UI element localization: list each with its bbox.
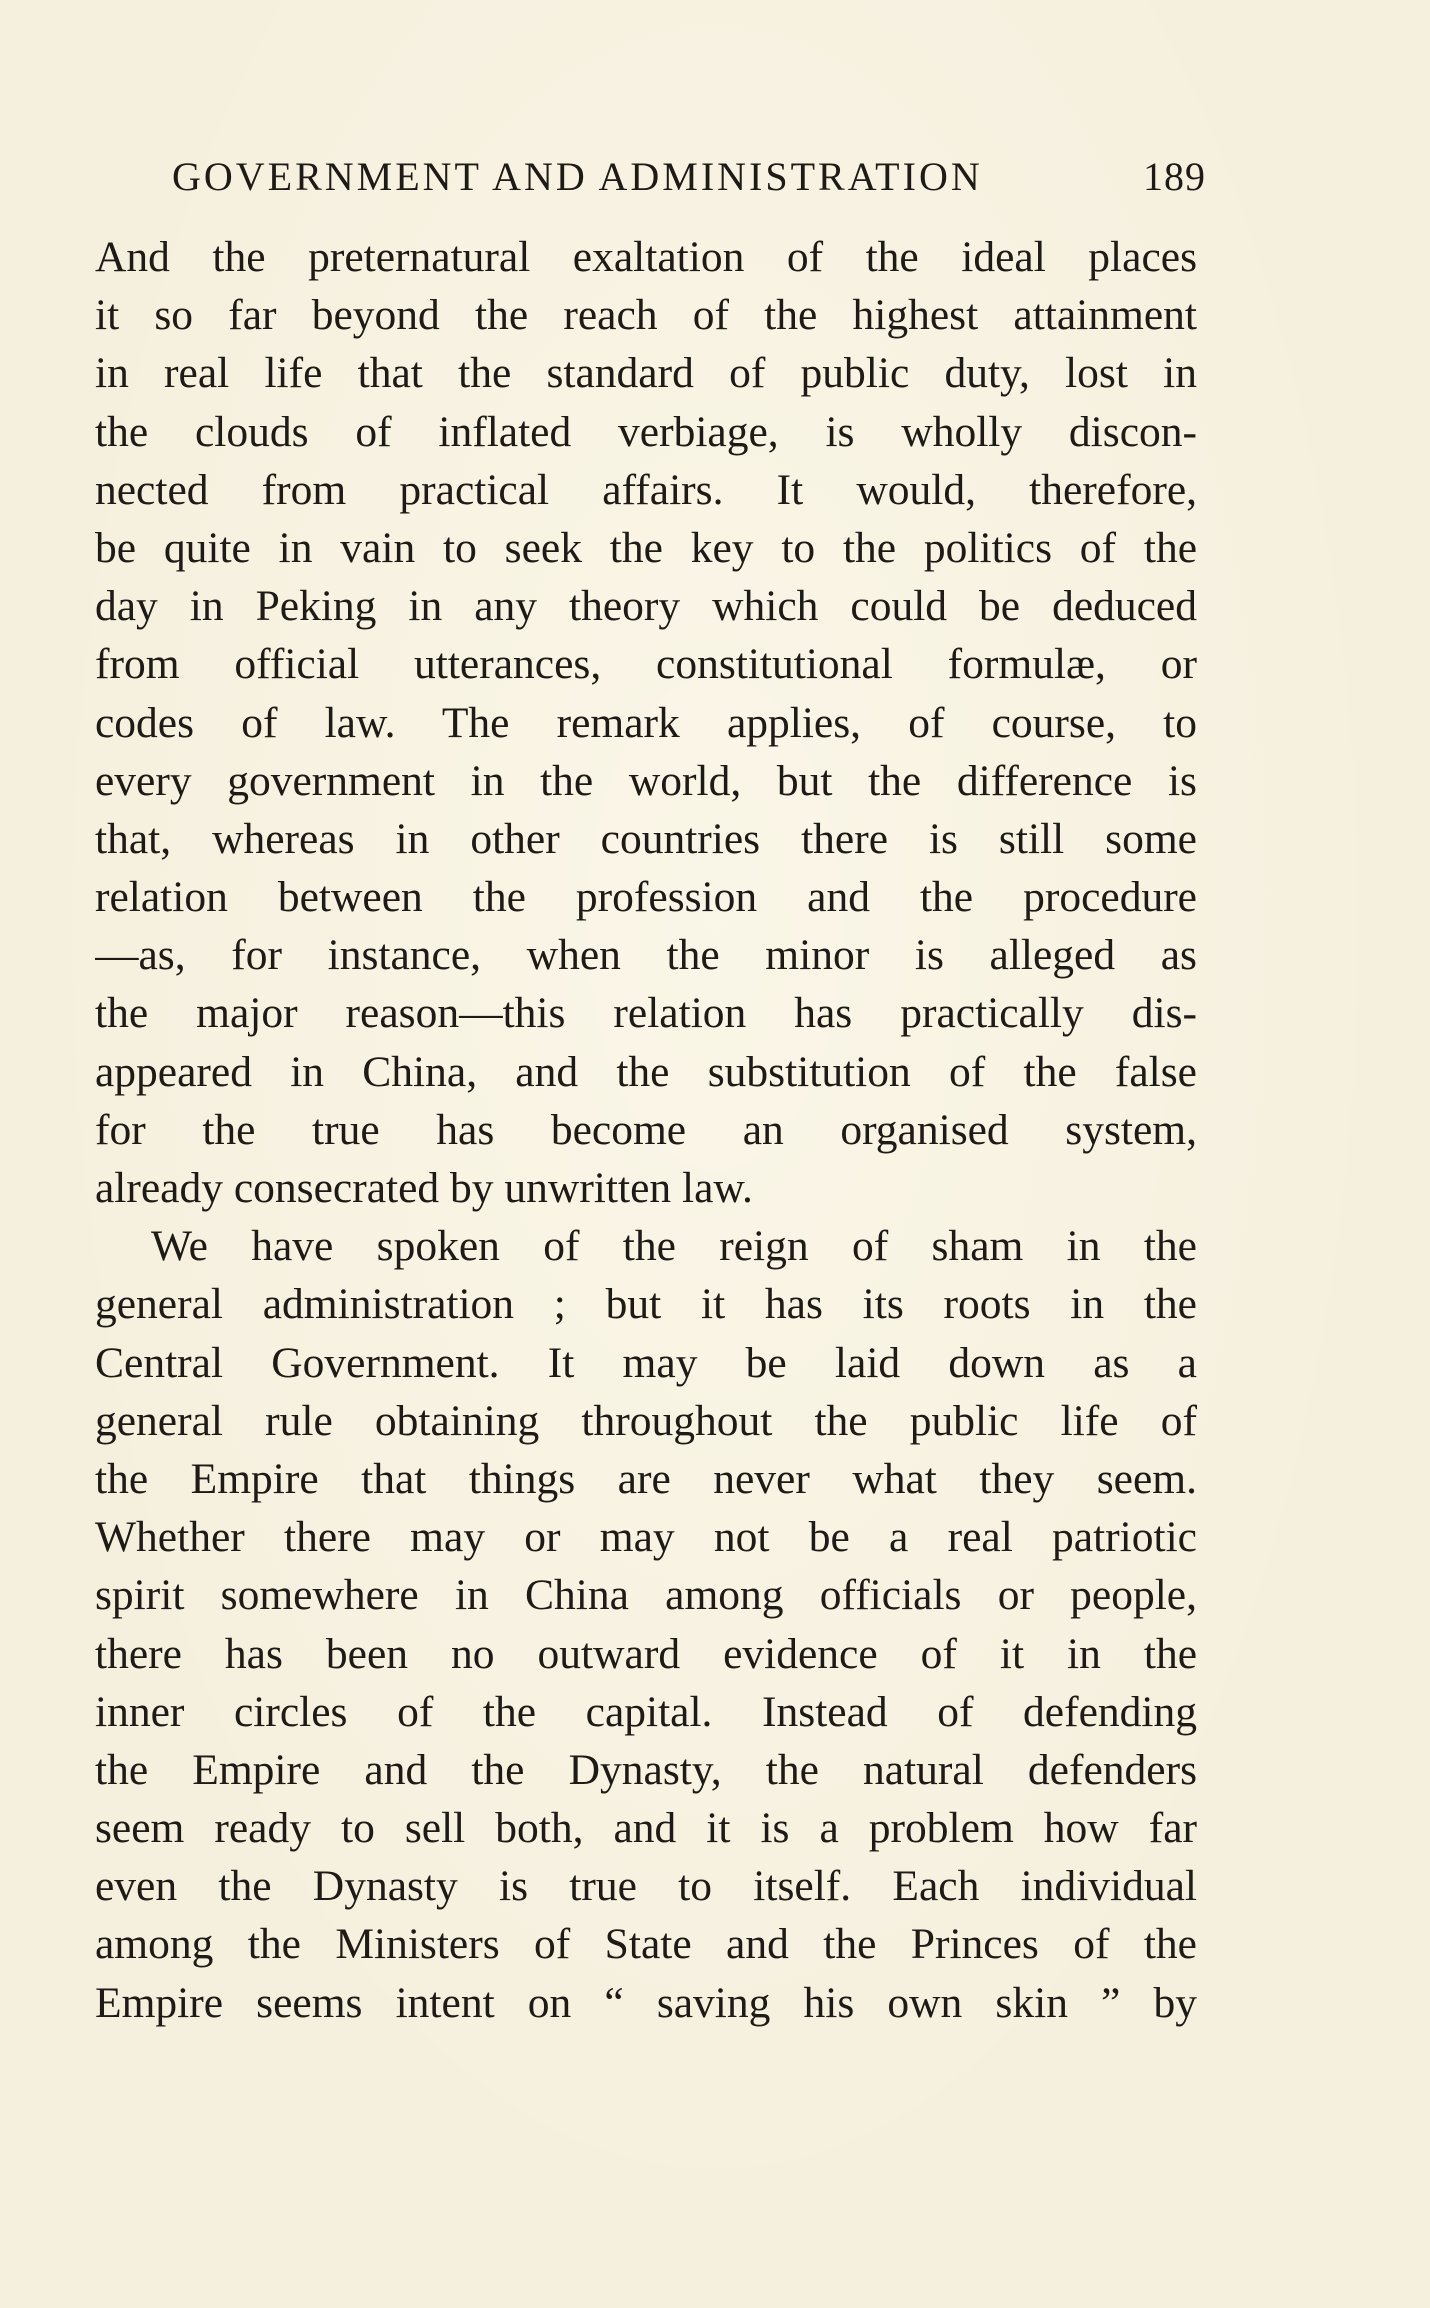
text-line: the Empire and the Dynasty, the natural defenders	[95, 1745, 1197, 1794]
text-line: there has been no outward evidence of it in the	[95, 1629, 1197, 1678]
text-line: nected from practical affairs. It would, therefore,	[95, 465, 1197, 514]
text-line: Whether there may or may not be a real patriotic	[95, 1513, 1197, 1562]
text-line: every government in the world, but the difference is	[95, 756, 1197, 805]
text-line: from official utterances, constitutional formulæ, or	[95, 640, 1197, 689]
text-line: the major reason—this relation has practically dis-	[95, 989, 1197, 1038]
text-line: the clouds of inflated verbiage, is wholly discon-	[95, 407, 1197, 456]
text-line: codes of law. The remark applies, of course, to	[95, 698, 1197, 747]
paragraph-first-line: We have spoken of the reign of sham in the	[151, 1222, 1197, 1271]
text-line: for the true has become an organised system,	[95, 1105, 1197, 1154]
text-line: that, whereas in other countries there is still some	[95, 814, 1197, 863]
text-line: general rule obtaining throughout the public life of	[95, 1396, 1197, 1445]
text-line: it so far beyond the reach of the highest attainment	[95, 291, 1197, 340]
paragraph-end-line: already consecrated by unwritten law.	[95, 1164, 753, 1212]
text-line: inner circles of the capital. Instead of defending	[95, 1687, 1197, 1736]
text-line: day in Peking in any theory which could be deduced	[95, 582, 1197, 631]
text-line: general administration ; but it has its roots in the	[95, 1280, 1197, 1329]
text-line: —as, for instance, when the minor is alleged as	[95, 931, 1197, 980]
text-line: Central Government. It may be laid down as a	[95, 1338, 1197, 1387]
page-number: 189	[1143, 154, 1206, 199]
text-line: in real life that the standard of public duty, lost in	[95, 349, 1197, 398]
text-line: even the Dynasty is true to itself. Each individual	[95, 1862, 1197, 1911]
text-line: seem ready to sell both, and it is a problem how far	[95, 1804, 1197, 1853]
text-line: be quite in vain to seek the key to the politics of the	[95, 523, 1197, 572]
text-line: spirit somewhere in China among officials or people,	[95, 1571, 1197, 1620]
text-line: Empire seems intent on “ saving his own skin ” by	[95, 1978, 1197, 2027]
text-line: appeared in China, and the substitution of the false	[95, 1047, 1197, 1096]
text-line: relation between the profession and the procedure	[95, 873, 1197, 922]
text-line: the Empire that things are never what they seem.	[95, 1454, 1197, 1503]
body-text	[95, 228, 1197, 2032]
text-line: And the preternatural exaltation of the ideal places	[95, 233, 1197, 281]
running-head-title: GOVERNMENT AND ADMINISTRATION	[172, 154, 983, 199]
text-line: among the Ministers of State and the Princes of the	[95, 1920, 1197, 1969]
running-head	[172, 152, 1206, 202]
